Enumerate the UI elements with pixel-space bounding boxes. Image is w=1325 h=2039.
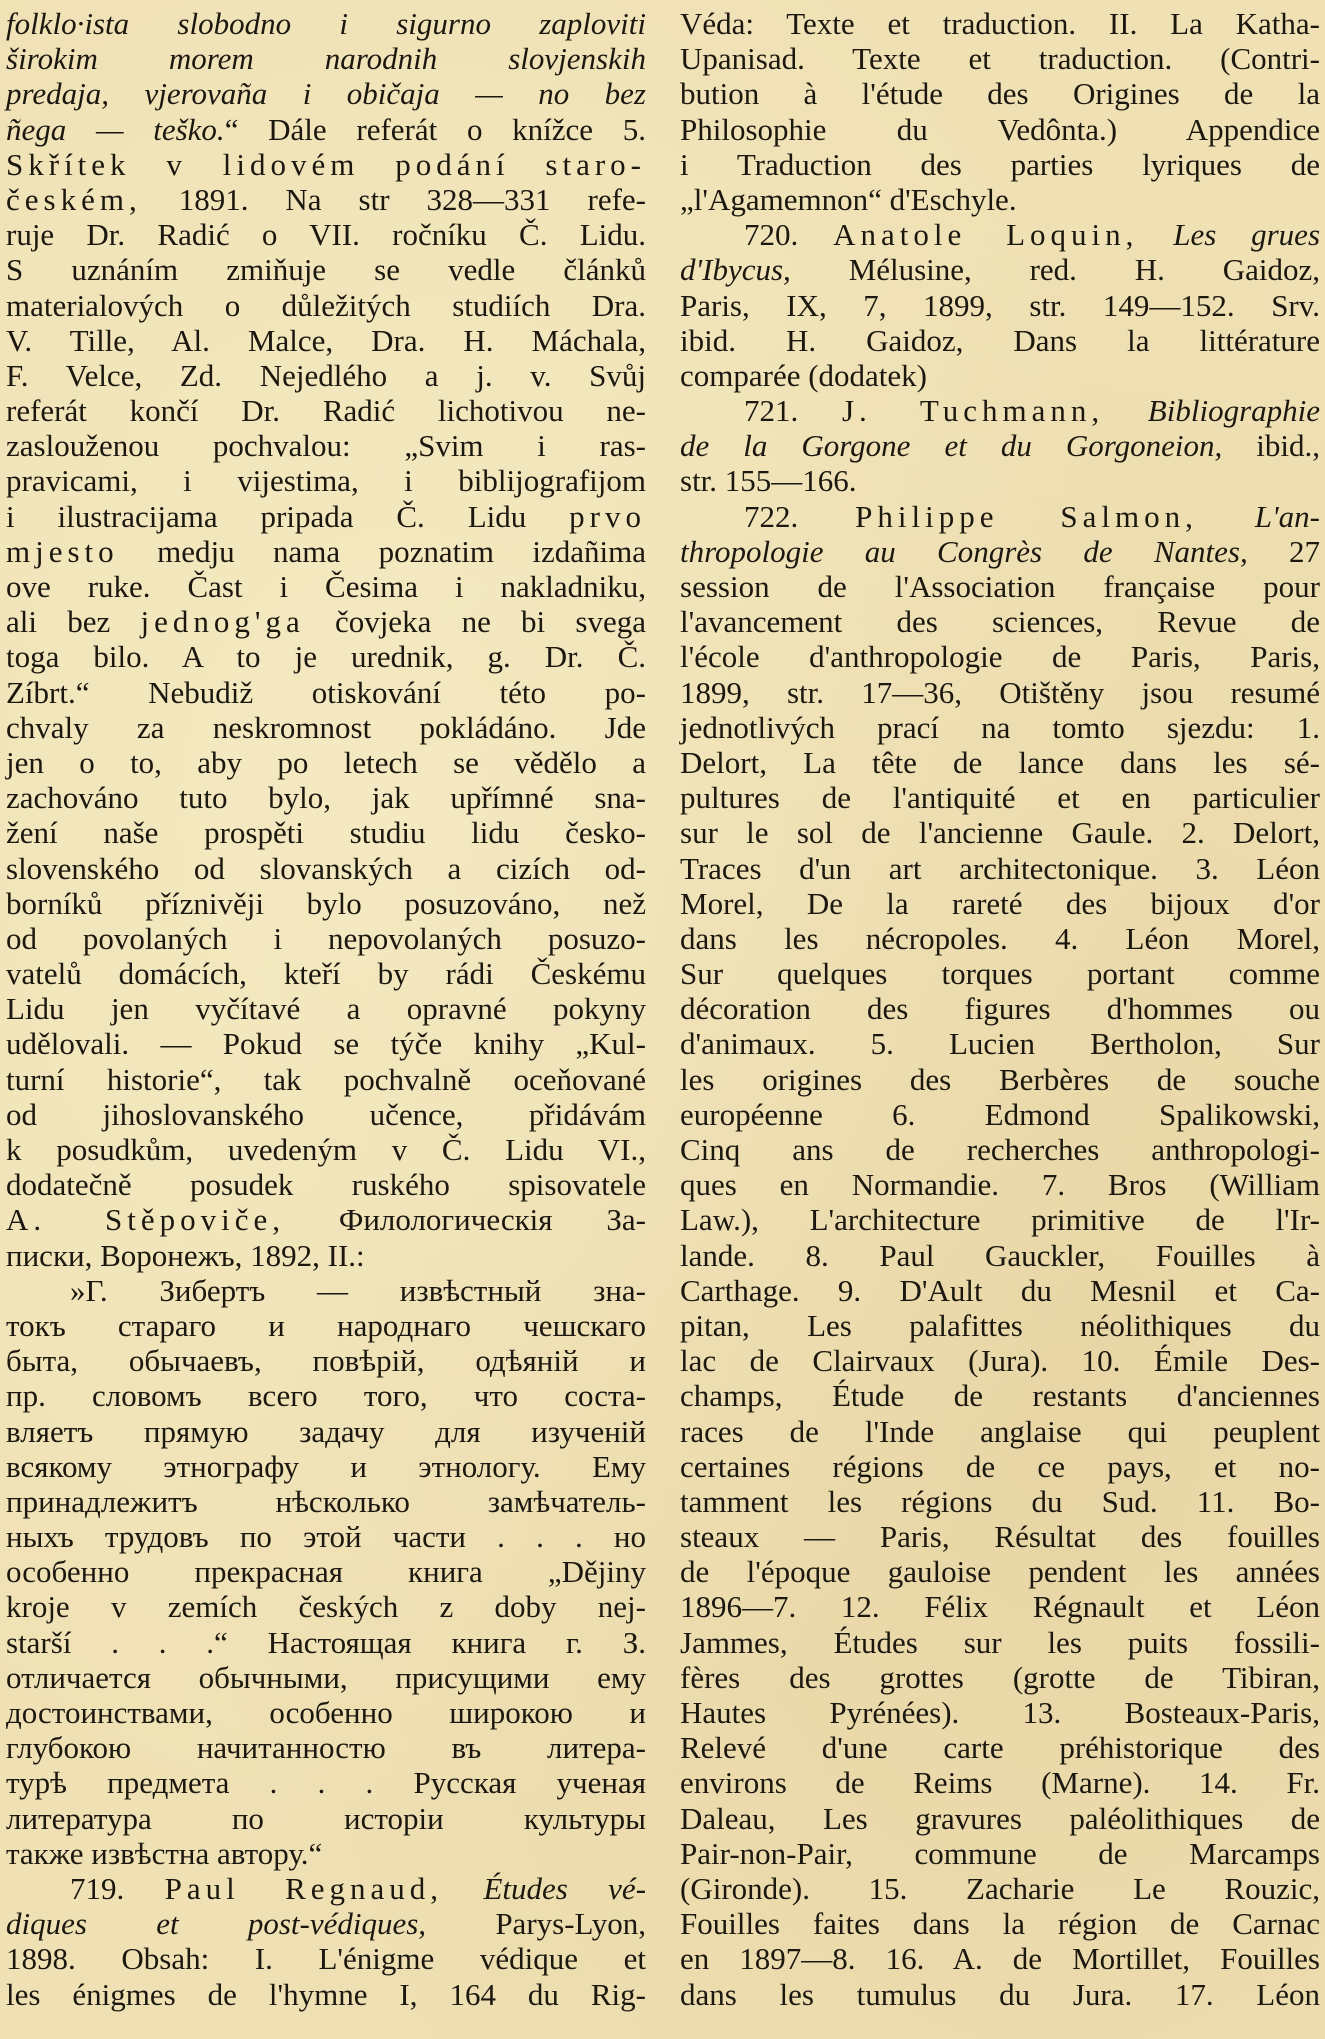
text-line [680, 288, 1320, 323]
italic-title: folklo·ista slobodno i sigurno zaploviti [6, 6, 646, 41]
text-run: быта, обычаевъ, повѣрій, одѣяній и [6, 1343, 646, 1379]
text-line [680, 1308, 1320, 1343]
text-run: токъ стараго и народнаго чешскаго [6, 1307, 646, 1343]
text-run: borníků příznivěji bylo posuzováno, než [6, 885, 646, 921]
text-line [6, 1589, 646, 1624]
text-line [680, 182, 1320, 217]
text-line [6, 1695, 646, 1730]
text-run: européenne 6. Edmond Spalikowski, [680, 1096, 1320, 1132]
text-line [6, 1026, 646, 1061]
text-run: писки, Воронежъ, 1892, II.: [6, 1237, 365, 1273]
text-run [1104, 393, 1148, 428]
text-line [6, 147, 646, 182]
text-run: fères des grottes (grotte de Tibiran, [680, 1659, 1320, 1695]
text-line [680, 112, 1320, 147]
text-line [680, 1062, 1320, 1097]
text-line [6, 428, 646, 463]
text-line [680, 1449, 1320, 1484]
text-run: jednotlivých prací na tomto sjezdu: 1. [680, 709, 1320, 745]
italic-title: L'an- [1254, 498, 1320, 534]
text-run: k posudkům, uvedeným v Č. Lidu VI., [6, 1132, 646, 1167]
text-line [6, 1625, 646, 1660]
spaced-name: J. Tuchmann, [841, 393, 1105, 429]
text-line [680, 1273, 1320, 1308]
text-line [680, 745, 1320, 780]
spaced-name: jednog'ga [140, 604, 305, 640]
text-run: dans les nécropoles. 4. Léon Morel, [680, 920, 1320, 956]
text-line [6, 991, 646, 1026]
text-line [680, 1730, 1320, 1765]
text-run: ali bez [6, 604, 141, 640]
text-run: Daleau, Les gravures paléolithiques de [680, 1800, 1320, 1836]
text-run: Law.), L'architecture primitive de l'Ir- [680, 1202, 1320, 1238]
text-run: ruje Dr. Radić o VII. ročníku Č. Lidu. [6, 217, 646, 253]
text-run: l'école d'anthropologie de Paris, Paris, [680, 639, 1320, 675]
text-line [6, 182, 646, 217]
text-run: ibid., [1222, 428, 1320, 464]
italic-title: predaja, vjerovaña i običaja — no bez [6, 76, 646, 112]
italic-title: Bibliographie [1147, 393, 1321, 429]
text-line [680, 1414, 1320, 1449]
text-run: champs, Étude de restants d'anciennes [680, 1378, 1320, 1414]
text-line [680, 780, 1320, 815]
text-run: Philosophie du Vedônta.) Appendice [680, 111, 1320, 147]
text-line [6, 815, 646, 850]
text-run: Véda: Texte et traduction. II. La Katha- [680, 6, 1320, 41]
text-run: zachováno tuto bylo, jak upřímné sna- [6, 780, 646, 816]
text-line [6, 1730, 646, 1765]
text-run: Hautes Pyrénées). 13. Bosteaux-Paris, [680, 1695, 1320, 1730]
text-line [680, 815, 1320, 850]
text-run: »Г. Зибертъ — извѣстный зна- [70, 1272, 646, 1308]
text-run: V. Tille, Al. Malce, Dra. H. Máchala, [6, 322, 646, 358]
text-run: всякому этнографу и этнологу. Ему [6, 1448, 646, 1484]
text-line [680, 604, 1320, 639]
text-run: 720. [744, 217, 834, 253]
text-run: Zíbrt.“ Nebudiž otiskování této po- [6, 674, 646, 710]
text-line [680, 1202, 1320, 1237]
text-run: toga bilo. A to je urednik, g. Dr. Č. [6, 639, 646, 675]
text-run: l'avancement des sciences, Revue de [680, 604, 1320, 640]
text-line [6, 1308, 646, 1343]
text-line [6, 780, 646, 815]
text-line [6, 534, 646, 569]
text-run: i Traduction des parties lyriques de [680, 146, 1320, 182]
text-line [680, 1941, 1320, 1976]
text-run: Parys-Lyon, [426, 1906, 646, 1942]
text-run: udělovali. — Pokud se týče knihy „Kul- [6, 1026, 646, 1062]
text-line [6, 886, 646, 921]
text-run: принадлежитъ нѣсколько замѣчатель- [6, 1483, 646, 1519]
paragraph [680, 499, 1320, 2012]
text-line [680, 851, 1320, 886]
text-line [6, 358, 646, 393]
text-run: Филологическія За- [284, 1202, 647, 1238]
text-line [680, 1554, 1320, 1589]
text-run: bution à l'étude des Origines de la [680, 76, 1320, 112]
text-run: 722. [744, 498, 856, 534]
italic-title: Les grues [1173, 217, 1321, 253]
text-run: ques en Normandie. 7. Bros (William [680, 1167, 1320, 1203]
text-line [680, 323, 1320, 358]
spaced-name: Anatole Loquin, [833, 217, 1139, 253]
text-run: Mélusine, red. H. Gaidoz, [790, 252, 1320, 288]
paragraph [680, 6, 1320, 217]
text-run: pravicami, i vijestima, i biblijografijom [6, 463, 646, 499]
text-run: 1896—7. 12. Félix Régnault et Léon [680, 1589, 1320, 1625]
text-line [6, 252, 646, 287]
text-run: certaines régions de ce pays, et no- [680, 1448, 1320, 1484]
text-run: ныхъ трудовъ по этой части . . . но [6, 1519, 646, 1555]
text-line [680, 76, 1320, 111]
text-run: также извѣстна автору.“ [6, 1835, 323, 1871]
text-line [680, 1589, 1320, 1624]
text-run: вляетъ прямую задачу для изученій [6, 1413, 646, 1449]
italic-title: diques et post-védiques, [6, 1906, 427, 1942]
text-run: отличается обычными, присущими ему [6, 1659, 646, 1695]
text-line [680, 569, 1320, 604]
text-run: de l'époque gauloise pendent les années [680, 1554, 1320, 1590]
text-run: les énigmes de l'hymne I, 164 du Rig- [6, 1976, 646, 2012]
text-run: steaux — Paris, Résultat des fouilles [680, 1519, 1320, 1555]
paragraph [680, 217, 1320, 393]
text-run: 721. [744, 393, 842, 429]
text-line [6, 1238, 646, 1273]
text-line [6, 710, 646, 745]
text-line [6, 1871, 646, 1906]
text-run: „l'Agamemnon“ d'Eschyle. [680, 181, 1017, 217]
text-line [6, 1977, 646, 2012]
text-line [6, 323, 646, 358]
text-run: en 1897—8. 16. A. de Mortillet, Fouilles [680, 1941, 1320, 1977]
text-line [680, 1484, 1320, 1519]
text-run: Fouilles faites dans la région de Carnac [680, 1906, 1320, 1942]
text-line [6, 745, 646, 780]
text-run [1138, 217, 1173, 252]
text-line [6, 569, 646, 604]
text-run: medju nama poznatim izdañima [118, 533, 646, 569]
text-line [6, 1132, 646, 1167]
text-run: sur le sol de l'ancienne Gaule. 2. Delort, [680, 815, 1320, 851]
text-line [680, 252, 1320, 287]
italic-title: Études vé- [483, 1870, 647, 1906]
text-run: session de l'Association française pour [680, 569, 1320, 604]
text-run: особенно прекрасная книга „Dějiny [6, 1554, 646, 1590]
text-line [680, 1625, 1320, 1660]
spaced-name: Philippe Salmon, [855, 498, 1198, 534]
text-run: tamment les régions du Sud. 11. Bo- [680, 1483, 1320, 1519]
text-run: referát končí Dr. Radić lichotivou ne- [6, 393, 646, 429]
text-line [6, 1097, 646, 1132]
text-line [680, 991, 1320, 1026]
text-line [680, 1660, 1320, 1695]
text-line [6, 1273, 646, 1308]
text-run: пр. словомъ всего того, что соста- [6, 1378, 646, 1414]
text-line [680, 1132, 1320, 1167]
text-run: Jammes, Études sur les puits fossili- [680, 1624, 1320, 1660]
text-line [680, 1026, 1320, 1061]
text-run: 1898. Obsah: I. L'énigme védique et [6, 1941, 646, 1977]
text-run: литература по исторіи культуры [6, 1800, 646, 1836]
text-line [6, 1941, 646, 1976]
text-run: Sur quelques torques portant comme [680, 956, 1320, 992]
text-line [680, 534, 1320, 569]
text-run: глубокою начитанностю въ литера- [6, 1730, 646, 1766]
text-line [680, 710, 1320, 745]
paragraph [6, 6, 646, 1273]
text-line [6, 1554, 646, 1589]
text-line [680, 1378, 1320, 1413]
text-run: dans les tumulus du Jura. 17. Léon [680, 1976, 1320, 2012]
text-run: Morel, De la rareté des bijoux d'or [680, 885, 1320, 921]
text-run [443, 1871, 483, 1906]
text-run: ibid. H. Gaidoz, Dans la littérature [680, 322, 1320, 358]
text-line [680, 1871, 1320, 1906]
text-run: S uznáním zmiňuje se vedle článků [6, 252, 646, 288]
text-run: comparée (dodatek) [680, 357, 928, 393]
text-run: od povolaných i nepovolaných posuzo- [6, 920, 646, 956]
text-run: 1891. Na str 328—331 refe- [141, 181, 646, 217]
text-run: races de l'Inde anglaise qui peuplent [680, 1413, 1320, 1449]
text-line [680, 41, 1320, 76]
text-line [6, 956, 646, 991]
text-line [680, 956, 1320, 991]
text-line [680, 1238, 1320, 1273]
text-run: Upanisad. Texte et traduction. (Contri- [680, 41, 1320, 77]
text-run: materialových o důležitých studiích Dra. [6, 287, 646, 323]
text-run: Traces d'un art architectonique. 3. Léon [680, 850, 1320, 886]
text-line [6, 1449, 646, 1484]
text-line [680, 393, 1320, 428]
text-line [6, 217, 646, 252]
text-line [680, 675, 1320, 710]
left-column [6, 6, 646, 2012]
text-run: zaslouženou pochvalou: „Svim i ras- [6, 428, 646, 464]
text-line [6, 1484, 646, 1519]
italic-title: thropologie au Congrès de Nantes, [680, 533, 1248, 569]
text-line [6, 639, 646, 674]
text-line [6, 76, 646, 111]
text-line [6, 851, 646, 886]
text-run [1198, 499, 1255, 534]
text-line [6, 1836, 646, 1871]
text-run: 27 [1247, 533, 1321, 569]
text-line [680, 1167, 1320, 1202]
spaced-name: prvo [569, 498, 646, 534]
text-line [6, 6, 646, 41]
text-line [680, 358, 1320, 393]
text-line [680, 499, 1320, 534]
text-run: les origines des Berbères de souche [680, 1061, 1320, 1097]
text-run: čovjeka ne bi svega [304, 604, 646, 640]
text-run: od jihoslovanského učence, přidávám [6, 1096, 646, 1132]
text-line [6, 1343, 646, 1378]
text-run: décoration des figures d'hommes ou [680, 991, 1320, 1027]
text-line [680, 217, 1320, 252]
text-run: Pair-non-Pair, commune de Marcamps [680, 1835, 1320, 1871]
text-run: достоинствами, особенно широкою и [6, 1695, 646, 1730]
text-run: lande. 8. Paul Gauckler, Fouilles à [680, 1237, 1320, 1273]
spaced-name: A. Stěpoviče, [6, 1202, 285, 1238]
text-run: “ Dále referát o knížce 5. [224, 111, 646, 147]
text-line [680, 639, 1320, 674]
italic-title: širokim morem narodnih slovjenskih [6, 41, 646, 77]
text-run: Delort, La tête de lance dans les sé- [680, 744, 1320, 780]
text-run: Relevé d'une carte préhistorique des [680, 1730, 1320, 1766]
text-run: jen o to, aby po letech se vědělo a [6, 744, 646, 780]
text-line [6, 112, 646, 147]
text-run: 1899, str. 17—36, Otištěny jsou resumé [680, 674, 1320, 710]
paragraph [680, 393, 1320, 499]
text-run: турѣ предмета . . . Русская ученая [6, 1765, 646, 1801]
right-column [680, 6, 1320, 2012]
text-line [6, 675, 646, 710]
paragraph [6, 1273, 646, 1871]
text-run: i ilustracijama pripada Č. Lidu [6, 498, 570, 534]
text-line [680, 1097, 1320, 1132]
text-run: Lidu jen vyčítavé a opravné pokyny [6, 991, 646, 1027]
text-run: vatelů domácích, kteří by rádi Českému [6, 956, 646, 992]
text-run: Cinq ans de recherches anthropologi- [680, 1132, 1320, 1167]
text-run: slovenského od slovanských a cizích od- [6, 850, 646, 886]
text-line [6, 1167, 646, 1202]
text-line [680, 1836, 1320, 1871]
text-run: 719. [70, 1870, 165, 1906]
spaced-name: Paul Regnaud, [164, 1870, 444, 1906]
spaced-name: Skřítek v lidovém podání staro- [6, 146, 646, 182]
text-run: starší . . .“ Настоящая книга г. З. [6, 1624, 646, 1660]
text-line [680, 463, 1320, 498]
text-line [6, 393, 646, 428]
text-line [6, 1414, 646, 1449]
text-line [680, 147, 1320, 182]
text-run: (Gironde). 15. Zacharie Le Rouzic, [680, 1870, 1320, 1906]
text-line [680, 1695, 1320, 1730]
text-line [6, 604, 646, 639]
spaced-name: českém, [6, 181, 142, 217]
text-line [6, 463, 646, 498]
text-line [6, 1202, 646, 1237]
text-run: str. 155—166. [680, 463, 857, 499]
text-line [680, 1519, 1320, 1554]
text-run: environs de Reims (Marne). 14. Fr. [680, 1765, 1320, 1801]
text-line [680, 886, 1320, 921]
text-line [680, 428, 1320, 463]
italic-title: d'Ibycus, [680, 252, 791, 288]
text-run: ove ruke. Čast i Česima i nakladniku, [6, 569, 646, 604]
italic-title: de la Gorgone et du Gorgoneion, [680, 428, 1223, 464]
text-run: lac de Clairvaux (Jura). 10. Émile Des- [680, 1343, 1320, 1379]
text-run: dodatečně posudek ruského spisovatele [6, 1167, 646, 1203]
text-line [6, 1519, 646, 1554]
text-run: Paris, IX, 7, 1899, str. 149—152. Srv. [680, 287, 1320, 323]
text-run: d'animaux. 5. Lucien Bertholon, Sur [680, 1026, 1320, 1062]
text-line [6, 1801, 646, 1836]
text-line [6, 499, 646, 534]
text-run: pitan, Les palafittes néolithiques du [680, 1307, 1320, 1343]
text-line [680, 6, 1320, 41]
text-line [6, 1062, 646, 1097]
text-line [680, 1343, 1320, 1378]
text-run: turní historie“, tak pochvalně oceňované [6, 1061, 646, 1097]
text-run: chvaly za neskromnost pokládáno. Jde [6, 709, 646, 745]
text-run: žení naše prospěti studiu lidu česko- [6, 815, 646, 851]
text-line [6, 1765, 646, 1800]
text-line [6, 1660, 646, 1695]
text-run: pultures de l'antiquité et en particulier [680, 780, 1320, 816]
text-line [680, 1977, 1320, 2012]
text-line [6, 41, 646, 76]
spaced-name: mjesto [6, 533, 119, 569]
text-line [680, 1765, 1320, 1800]
text-line [6, 1906, 646, 1941]
text-run: Carthage. 9. D'Ault du Mesnil et Ca- [680, 1272, 1320, 1308]
text-line [6, 1378, 646, 1413]
text-line [680, 1801, 1320, 1836]
text-line [680, 921, 1320, 956]
text-run: F. Velce, Zd. Nejedlého a j. v. Svůj [6, 357, 646, 393]
text-line [680, 1906, 1320, 1941]
text-line [6, 288, 646, 323]
text-line [6, 921, 646, 956]
text-run: kroje v zemích českých z doby nej- [6, 1589, 646, 1625]
italic-title: ñega — teško. [6, 111, 225, 147]
paragraph [6, 1871, 646, 2012]
